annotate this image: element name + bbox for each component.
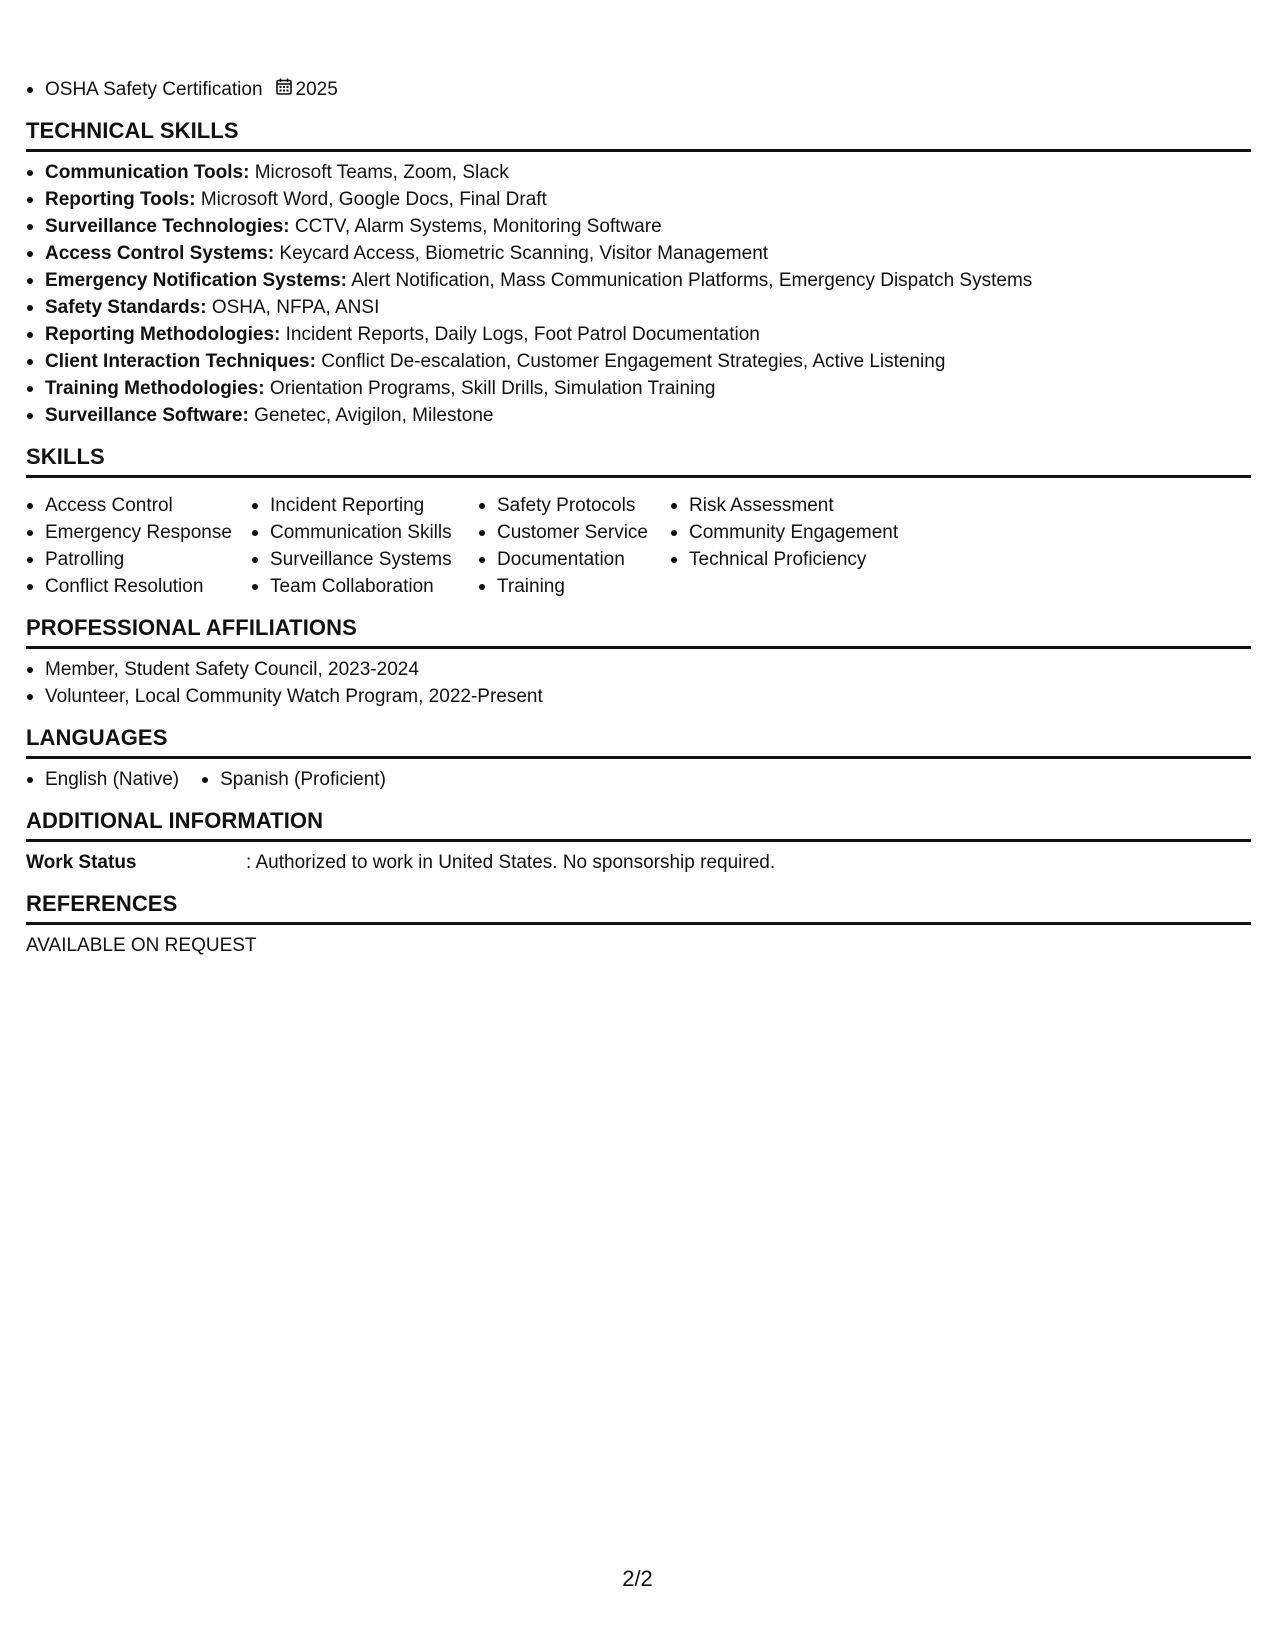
references-section [26, 890, 1251, 959]
languages-heading: LANGUAGES [26, 724, 1251, 759]
list-item: Risk Assessment [670, 492, 930, 519]
list-item: Surveillance Systems [251, 546, 478, 573]
list-item: Documentation [478, 546, 670, 573]
list-item: Training [478, 573, 670, 600]
technical-skills-section [26, 117, 1251, 429]
list-item: Community Engagement [670, 519, 930, 546]
list-item [26, 402, 1251, 429]
skill-values: Genetec, Avigilon, Milestone [248, 405, 494, 426]
skills-grid [26, 485, 1251, 600]
affiliations-list [26, 656, 1251, 710]
affiliations-heading: PROFESSIONAL AFFILIATIONS [26, 614, 1251, 649]
list-item: Team Collaboration [251, 573, 478, 600]
skill-category: Client Interaction Techniques: [45, 351, 316, 372]
list-item: Volunteer, Local Community Watch Program, 2022-Present [26, 683, 1251, 710]
affiliations-section [26, 614, 1251, 710]
skills-heading: SKILLS [26, 443, 1251, 478]
skill-values: OSHA, NFPA, ANSI [206, 297, 380, 318]
page-number: 2/2 [622, 1566, 653, 1591]
references-text: AVAILABLE ON REQUEST [26, 935, 257, 956]
skills-column [478, 492, 670, 600]
list-item: Incident Reporting [251, 492, 478, 519]
list-item: Spanish (Proficient) [201, 766, 386, 793]
languages-section [26, 724, 1251, 793]
list-item [26, 159, 1251, 186]
list-item [26, 240, 1251, 267]
certification-item [26, 76, 1251, 103]
skill-category: Training Methodologies: [45, 378, 265, 399]
skill-values: Incident Reports, Daily Logs, Foot Patrol Documentation [280, 324, 760, 345]
skill-values: CCTV, Alarm Systems, Monitoring Software [289, 216, 662, 237]
work-status-value: : Authorized to work in United States. No sponsorship required. [246, 852, 776, 873]
list-item [26, 348, 1251, 375]
additional-info-heading: ADDITIONAL INFORMATION [26, 807, 1251, 842]
list-item: Safety Protocols [478, 492, 670, 519]
skill-values: Microsoft Word, Google Docs, Final Draft [195, 189, 547, 210]
skill-category: Emergency Notification Systems: [45, 270, 347, 291]
skills-column [26, 492, 251, 600]
skill-category: Access Control Systems: [45, 243, 275, 264]
list-item: Communication Skills [251, 519, 478, 546]
certification-year: 2025 [295, 79, 338, 100]
list-item [26, 294, 1251, 321]
references-heading: REFERENCES [26, 890, 1251, 925]
work-status-row [26, 849, 1251, 876]
technical-skills-heading: TECHNICAL SKILLS [26, 117, 1251, 152]
skill-category: Reporting Methodologies: [45, 324, 281, 345]
list-item: Access Control [26, 492, 251, 519]
list-item [26, 213, 1251, 240]
list-item: Member, Student Safety Council, 2023-2024 [26, 656, 1251, 683]
list-item: Patrolling [26, 546, 251, 573]
skill-values: Alert Notification, Mass Communication Platforms, Emergency Dispatch Systems [346, 270, 1033, 291]
skill-category: Communication Tools: [45, 162, 250, 183]
skills-section [26, 443, 1251, 600]
skill-values: Orientation Programs, Skill Drills, Simulation Training [264, 378, 716, 399]
list-item: Conflict Resolution [26, 573, 251, 600]
skills-column [670, 492, 930, 600]
list-item: Technical Proficiency [670, 546, 930, 573]
technical-skills-list [26, 159, 1251, 429]
certification-list [26, 76, 1251, 103]
resume-page [26, 76, 1251, 959]
list-item [26, 375, 1251, 402]
skills-column [251, 492, 478, 600]
list-item: English (Native) [26, 766, 179, 793]
list-item: Emergency Response [26, 519, 251, 546]
calendar-icon [276, 76, 292, 103]
work-status-label: Work Status [26, 852, 137, 873]
certification-name: OSHA Safety Certification [45, 79, 263, 100]
skill-values: Conflict De-escalation, Customer Engagement Strategies, Active Listening [315, 351, 946, 372]
additional-info-section [26, 807, 1251, 876]
skill-values: Microsoft Teams, Zoom, Slack [249, 162, 509, 183]
list-item [26, 267, 1251, 294]
skill-category: Safety Standards: [45, 297, 207, 318]
list-item [26, 321, 1251, 348]
skill-category: Surveillance Technologies: [45, 216, 290, 237]
list-item: Customer Service [478, 519, 670, 546]
list-item [26, 186, 1251, 213]
languages-list [26, 766, 1251, 793]
skill-values: Keycard Access, Biometric Scanning, Visitor Management [274, 243, 769, 264]
skill-category: Reporting Tools: [45, 189, 196, 210]
skill-category: Surveillance Software: [45, 405, 249, 426]
